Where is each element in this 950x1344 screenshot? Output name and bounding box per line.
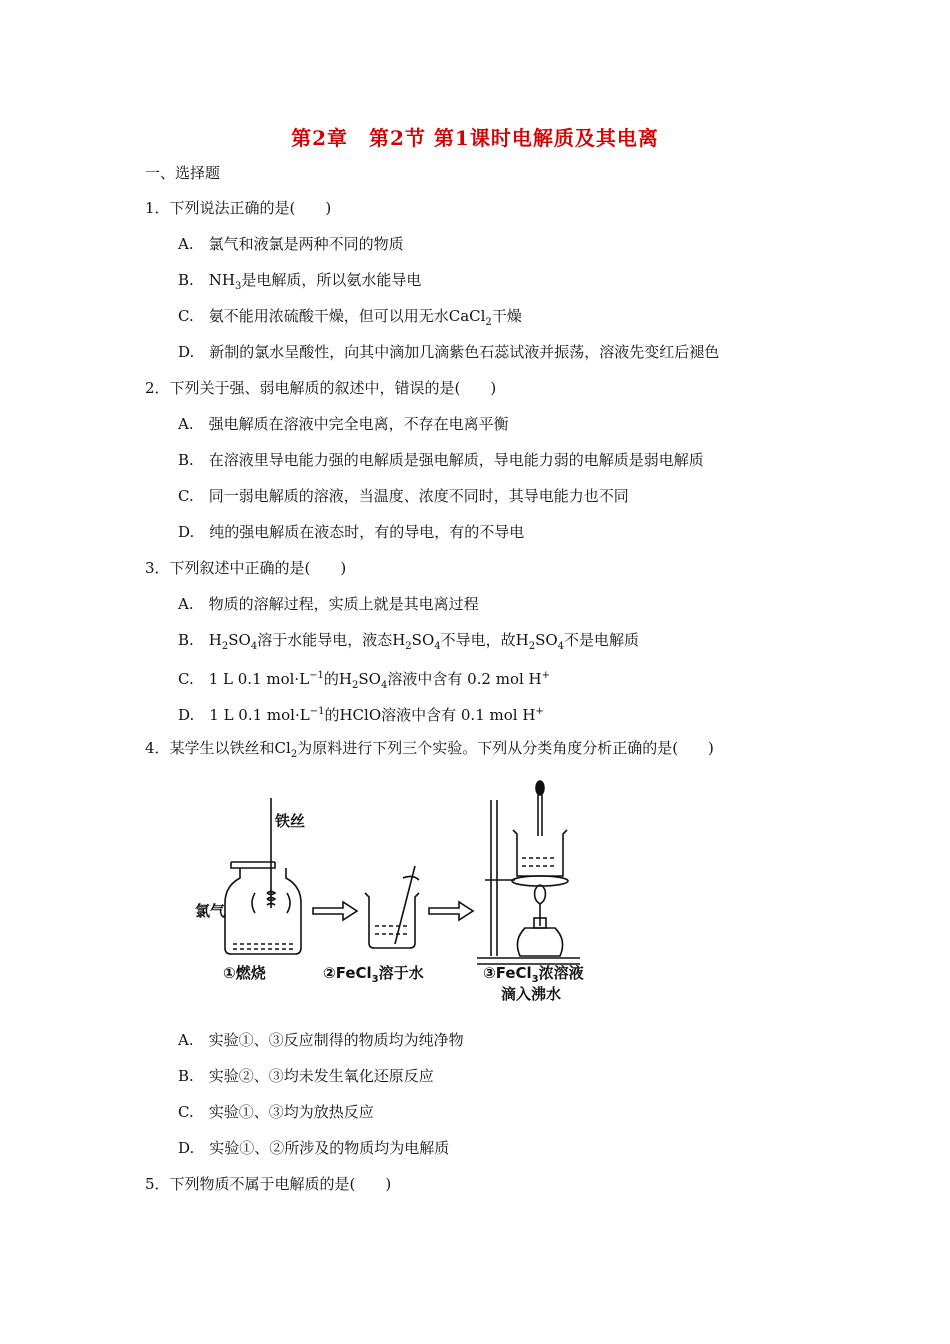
label-chlorine: 氯气 (195, 902, 226, 920)
text: 溶于水 (378, 964, 424, 982)
arrow-right-icon (313, 902, 357, 920)
question-4-option-d: D. 实验①、②所涉及的物质均为电解质 (178, 1139, 450, 1157)
text: 干燥 (491, 307, 522, 325)
text: 不导电，故H (440, 631, 529, 649)
question-1-stem: 1．下列说法正确的是( ) (145, 199, 332, 217)
text: 是电解质，所以氨水能导电 (241, 271, 422, 289)
caption-3 (483, 964, 584, 985)
subscript: 4 (250, 641, 258, 652)
experiment-diagram (195, 778, 605, 1008)
subscript: 3 (371, 974, 379, 985)
text: SO (411, 631, 435, 649)
arrow-right-icon (429, 902, 473, 920)
question-4-option-c: C. 实验①、③均为放热反应 (178, 1103, 374, 1121)
text: 为原料进行下列三个实验。下列从分类角度分析正确的是( ) (297, 739, 714, 757)
text: 不是电解质 (564, 631, 640, 649)
ring-stand-icon (477, 800, 580, 964)
question-1-option-b (178, 270, 421, 297)
text: C. 1 L 0.1 mol·L (178, 670, 310, 688)
question-4-option-b: B. 实验②、③均未发生氧化还原反应 (178, 1067, 434, 1085)
text: 4．某学生以铁丝和Cl (145, 739, 291, 757)
text: SO (535, 631, 558, 649)
question-1-option-a: A. 氯气和液氯是两种不同的物质 (178, 235, 404, 253)
question-3-option-d (178, 702, 544, 725)
subscript: 2 (290, 749, 298, 760)
question-1-option-d: D. 新制的氯水呈酸性，向其中滴加几滴紫色石蕊试液并振荡，溶液先变红后褪色 (178, 343, 720, 361)
superscript: −1 (309, 670, 324, 681)
beaker-icon (365, 866, 419, 948)
label-iron-wire: 铁丝 (275, 812, 306, 830)
question-4-stem (145, 738, 714, 765)
subscript: 3 (531, 974, 539, 985)
text: SO (358, 670, 381, 688)
superscript: −1 (309, 706, 325, 717)
subscript: 4 (557, 641, 565, 652)
question-3-option-b (178, 630, 639, 657)
text: 溶液中含有 0.2 mol H (387, 670, 542, 688)
text: SO (228, 631, 251, 649)
question-2-option-a: A. 强电解质在溶液中完全电离，不存在电离平衡 (178, 415, 509, 433)
dropper-icon (536, 781, 544, 836)
subscript: 2 (528, 641, 536, 652)
subscript: 3 (235, 281, 242, 292)
section-heading: 一、选择题 (145, 164, 221, 182)
question-4-option-a: A. 实验①、③反应制得的物质均为纯净物 (178, 1031, 464, 1049)
question-2-stem: 2．下列关于强、弱电解质的叙述中，错误的是( ) (145, 379, 497, 397)
text: ③FeCl (483, 964, 532, 982)
question-3-stem: 3．下列叙述中正确的是( ) (145, 559, 347, 577)
caption-1: ①燃烧 (223, 964, 266, 982)
question-1-option-c (178, 306, 522, 333)
text: B. NH (178, 271, 235, 289)
alcohol-burner-icon (517, 885, 562, 956)
text: C. 氨不能用浓硫酸干燥，但可以用无水CaCl (178, 307, 486, 325)
subscript: 2 (221, 641, 229, 652)
text: D. 1 L 0.1 mol·L (178, 706, 310, 724)
subscript: 4 (380, 680, 388, 691)
text: 浓溶液 (538, 964, 584, 982)
page-title: 第2章 第2节 第1课时电解质及其电离 (291, 126, 659, 150)
superscript: + (535, 706, 544, 717)
caption-3-line-2: 滴入沸水 (501, 985, 562, 1003)
question-3-option-c (178, 666, 550, 696)
question-5-stem: 5．下列物质不属于电解质的是( ) (145, 1175, 392, 1193)
question-2-option-b: B. 在溶液里导电能力强的电解质是强电解质，导电能力弱的电解质是弱电解质 (178, 451, 704, 469)
caption-2 (323, 964, 424, 985)
text: ②FeCl (323, 964, 372, 982)
text: 溶于水能导电，液态H (257, 631, 406, 649)
experiment-figure (195, 778, 605, 1008)
beaker-icon (513, 830, 567, 876)
text: 的HClO溶液中含有 0.1 mol H (324, 706, 536, 724)
superscript: + (541, 670, 551, 681)
subscript: 4 (434, 641, 441, 652)
question-3-option-a: A. 物质的溶解过程，实质上就是其电离过程 (178, 595, 479, 613)
text: 的H (323, 670, 352, 688)
subscript: 2 (352, 680, 359, 691)
question-2-option-c: C. 同一弱电解质的溶液，当温度、浓度不同时，其导电能力也不同 (178, 487, 629, 505)
text: B. H (178, 631, 222, 649)
subscript: 2 (485, 317, 492, 328)
question-2-option-d: D. 纯的强电解质在液态时，有的导电，有的不导电 (178, 523, 525, 541)
subscript: 2 (405, 641, 412, 652)
